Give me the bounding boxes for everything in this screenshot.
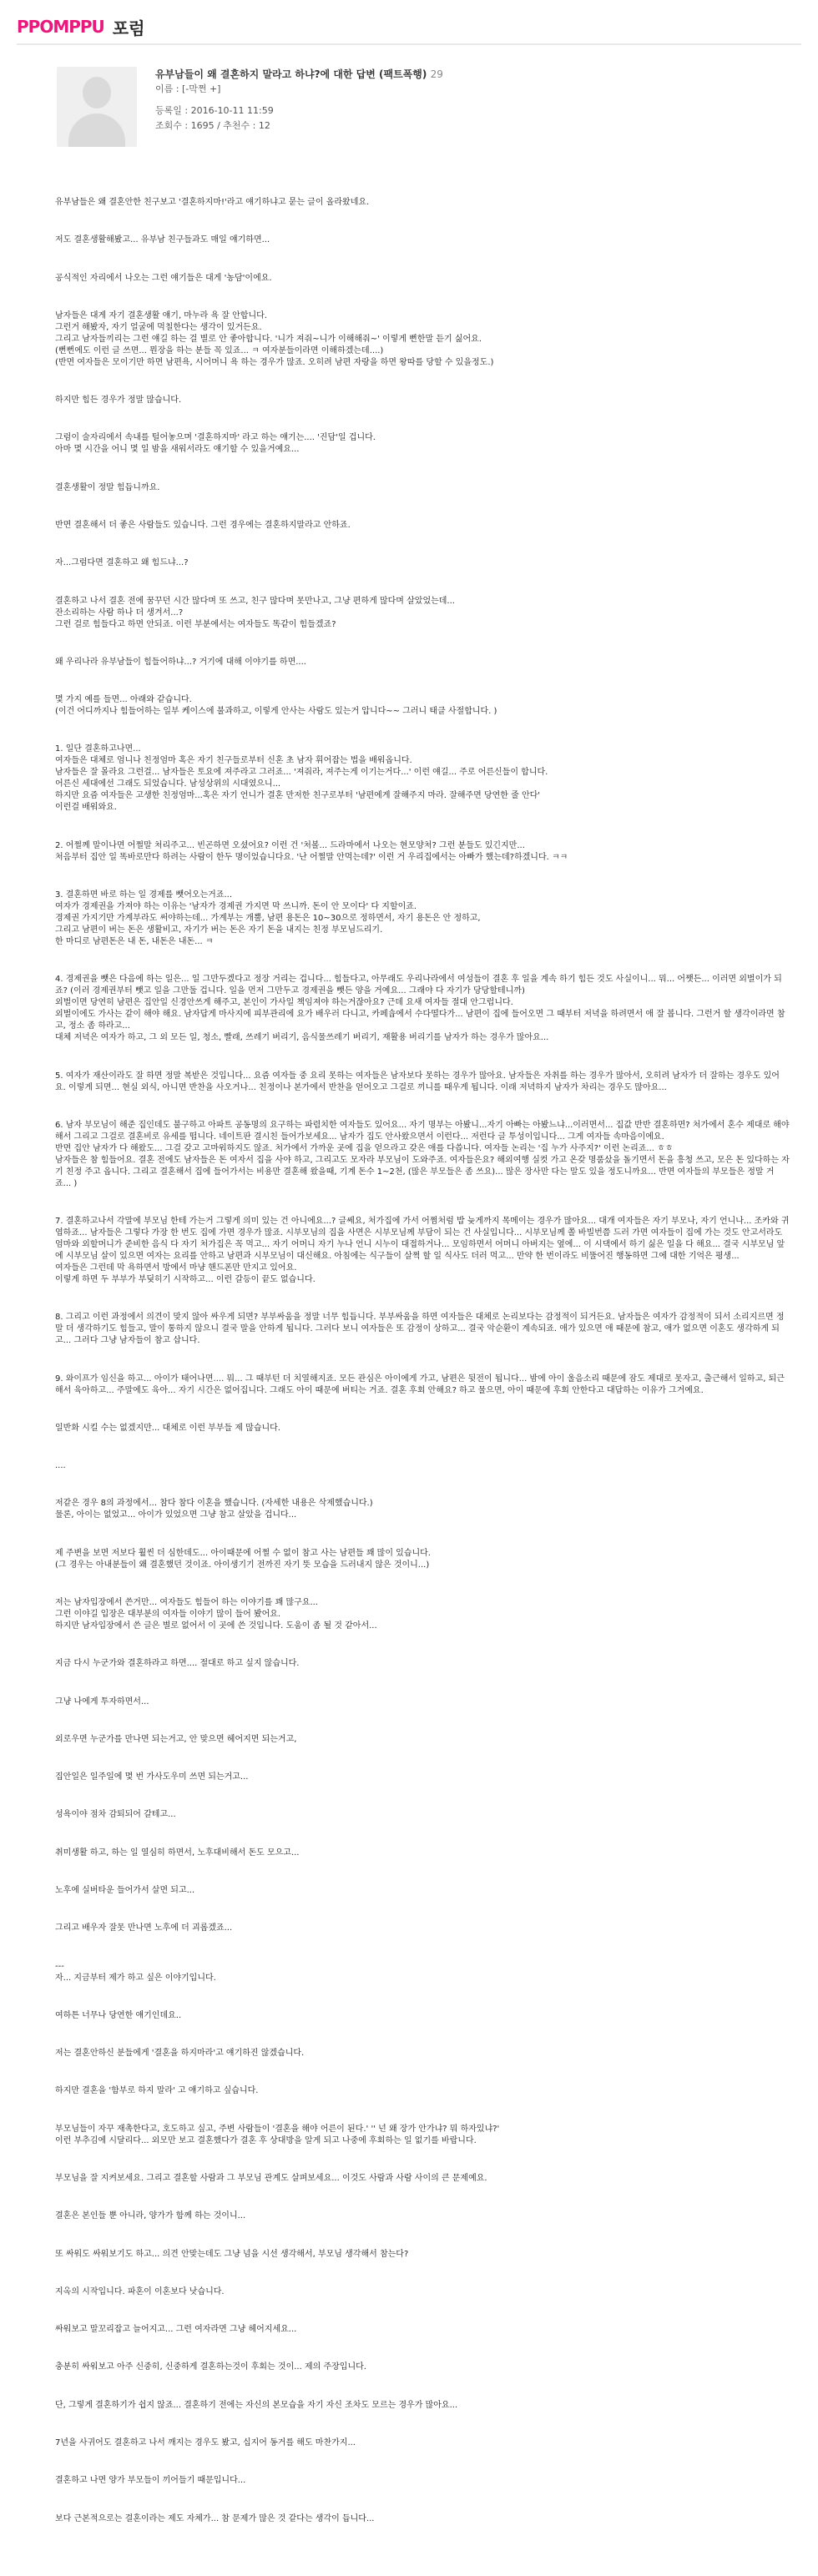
post-author[interactable]: 이름 : [-막쩐 +] [155, 83, 221, 94]
post-paragraph: 결혼하고 나서 결혼 전에 꿈꾸던 시간 많다며 또 쓰고, 친구 많다며 못만나고, 그냥 편하게 많다며 살았었는데... 잔소리하는 사람 하나 더 생겨서...? 그런 걸로 힘들다고 하면 안되죠. 이런 부분에서는 여자들도 똑같이 힘들겠죠? [55, 596, 455, 629]
post-paragraph: 왜 우리나라 유부남들이 힘들어하냐...? 거기에 대해 이야기를 하면.... [55, 657, 306, 667]
post-paragraph: 7년을 사귀어도 결혼하고 나서 깨지는 경우도 봤고, 십지어 동거를 해도 마찬가지... [55, 2437, 356, 2447]
post-paragraph: 5. 여자가 재산이라도 잘 하면 정말 복받은 것입니다... 요즘 여자들 중 요리 못하는 여자들은 남자보다 못하는 경우가 많아요. 남자들은 자취를 하는 경우가 많아서, 오히려 남자가 더 잘하는 경우도 있어요. 이렇게 되면... 현실 외식, 아니면 반찬을 사오거나... 친정이나 본가에서 반찬을 얻어오고 그걸로 끼니를 때우게 됩니다. 이래 저녁하지 남자가 차리는 경우도 많아요... [55, 1071, 780, 1092]
comment-count[interactable]: 29 [430, 68, 443, 80]
post-paragraph: 그럼이 술자리에서 속내를 털어놓으며 '결혼하지마' 라고 하는 얘기는.... '진담'일 겁니다. 아마 몇 시간을 어니 몇 일 밤을 새워서라도 얘기할 수 있을거예요... [55, 433, 376, 455]
post-paragraph: 충분히 싸워보고 아주 신중히, 신중하게 결혼하는것이 후회는 것이... 제의 주장입니다. [55, 2362, 366, 2372]
post-date: 등록일 : 2016-10-11 11:59 [155, 105, 274, 116]
post-paragraph: 성욕이야 점차 감퇴되어 갈테고... [55, 1810, 176, 1820]
post-paragraph: 1. 일단 결혼하고나면... 여자들은 대체로 엄니나 친정엄마 혹은 자기 친구들로부터 신혼 초 남자 휘어잡는 법을 배워옵니다. 남자들은 잘 몰라요 그런걸... 남자들은 토요에 져주라고 그러죠... '져줘라, 져주는게 이기는거다...' 이런 얘길... 주로 어른신들이 합니다. 어른신 세대에선 그래도 되었습니다. 남성상위의 시대였으니... 하지만 요즘 여자들은 고생한 친정엄마...혹은 자기 언니가 결혼 만저한 친구로부터 '남편에게 잘해주지 마라. 잘해주면 당연한 줄 안다' 이런걸 배워와요. [55, 744, 548, 813]
post-title-line [155, 67, 790, 82]
post-paragraph: 외로우면 누군가를 만나면 되는거고, 안 맞으면 헤어지면 되는거고, [55, 1734, 297, 1744]
post-paragraph: 저는 남자입장에서 쓴거만... 여자들도 힘들어 하는 이야기를 꽤 많구요... 그런 이야길 입장은 대부분의 여자들 이야기 많이 들어 봤어요. 하지만 남자입장에서 쓴 글은 별로 없어서 이 곳에 쓴 것입니다. 도움이 좀 될 것 같아서... [55, 1598, 377, 1631]
post-body [55, 197, 790, 2551]
post-paragraph: 남자들은 대게 자기 결혼생활 얘기, 마누라 욕 잘 안합니다. 그런거 해봤자, 자기 얼굴에 먹칠한다는 생각이 있거든요. 그리고 남자들끼리는 그런 얘길 하는 걸 별로 안 좋아합니다. '니가 져줘~니가 이해해줘~' 이렇게 뻔한말 듣기 싫어요. (뻔뻔에도 이런 글 쓰면... 뭔장을 하는 분들 꼭 있죠... ㅋ 여자분들이라면 이해하겠는데....) (반면 여자들은 모이기만 하면 남편욕, 시어머니 욕 하는 경우가 많죠. 오히려 남편 자랑을 하면 왕따를 당할 수 있을정도.) [55, 310, 494, 367]
post-paragraph: 저도 결혼생활해봤고... 유부남 친구들과도 매일 얘기하면... [55, 235, 270, 245]
post-paragraph: 싸워보고 말꼬리잡고 늘어지고... 그런 여자라면 그냥 헤어지세요... [55, 2325, 297, 2335]
post-paragraph: 유부남들은 왜 결혼안한 친구보고 '결혼하지마!'라고 얘기하냐고 묻는 글이 올라왔네요. [55, 198, 370, 207]
post-paragraph: 일반화 시킬 수는 없겠지만... 대체로 이런 부부들 제 많습니다. [55, 1423, 280, 1433]
post-paragraph: 3. 결혼하면 바로 하는 일 경제를 뺏어오는거죠... 여자가 경제권을 가져야 하는 이유는 '남자가 경제권 가지면 막 쓰니까. 돈이 안 모이다' 다 지할이죠. 경제권 가지기만 가계부라도 써야하는데... 가계부는 개뿔, 남편 용돈은 10~30으로 정하면서, 자기 용돈은 안 정하고, 그리고 남편이 버는 돈은 생활비고, 자기가 버는 돈은 자기 돈을 내지는 친정 부모님드리기. 한 마디로 남편돈은 내 돈, 내돈은 내돈... ㅋ [55, 890, 481, 946]
site-logo[interactable]: PPOMPPU [17, 17, 104, 37]
post-paragraph: 여하튼 너무나 당연한 얘기인데요.. [55, 2010, 182, 2020]
post-paragraph: 지옥의 시작입니다. 파혼이 이혼보다 낫습니다. [55, 2286, 225, 2296]
avatar [57, 67, 137, 147]
post-paragraph: 저같은 경우 8의 과정에서... 참다 참다 이혼을 했습니다. (자세한 내용은 삭제했습니다.) 물론, 아이는 없었고... 아이가 있었으면 그냥 참고 살았을 겁니다... [55, 1499, 373, 1520]
post-paragraph: 또 싸워도 싸워보기도 하고... 의견 안맞는데도 그냥 넘을 시선 생각해서, 부모님 생각해서 참는다? [55, 2249, 409, 2259]
post-paragraph: 제 주변을 보면 저보다 훨씬 더 심한데도... 아이때문에 어쩔 수 없이 참고 사는 남편들 꽤 많이 있습니다. (그 경우는 아내분들이 왜 결혼했던 것이죠. 아이생기기 전까진 자기 뜻 모습을 드러내지 않은 것이니...) [55, 1548, 431, 1570]
post-paragraph: 부모님을 잘 지켜보세요. 그리고 결혼할 사람과 그 부모님 관계도 살펴보세요... 이것도 사람과 사람 사이의 큰 문제예요. [55, 2173, 487, 2183]
post-paragraph: 7. 결혼하고나서 각말에 부모님 한테 가는거 그렇게 의미 있는 건 아니에요...? 글쎄요, 처가집에 가서 어쩜처럼 밥 늦게까지 목메이는 경우가 많아요... 대개 여자들은 자기 부모나, 자기 언니나... 조카와 귀엽하죠... 남자들은 그렇다 가장 한 번도 집에 가면 경우가 많죠. 시부모님의 집을 사면은 시부모님께 부담이 되는 건 사실입니다... 시부모님께 쫄 바빌번쯤 드러 가면 여자들이 집에 가는 것도 안고서라도 엄마와 외할머니가 준비한 음식 다 자기 처가집은 꼭 먹고... 자기 어머니 자기 누나 언니 시누이 대접하거나... 모임하면서 어머니 아버지는 옆에... 이 시댁에서 하기 싫은 일을 다 해요... 결국 시부모님 앞에 시부모님 살이 있으면 여자는 요리를 안하고 남편과 시부모님이 대신해요. 아침에는 식구들이 살쩍 할 일 식사도 더러 먹고... 만약 한 번이라도 비뚤어진 행동하면 그에 대한 기억은 평생... 여자들은 그런데 막 욕하면서 방에서 마냥 핸드폰만 만지고 있어요. 이렇게 하면 두 부부가 부딪히기 시작하고... 이런 갈등이 끝도 없습니다. [55, 1217, 790, 1285]
post-paragraph: 취미생활 하고, 하는 일 열심히 하면서, 노후대비해서 돈도 모으고... [55, 1848, 300, 1858]
post-paragraph: 집안일은 일주일에 몇 번 가사도우미 쓰면 되는거고... [55, 1772, 249, 1782]
post-paragraph: 노후에 실버타운 들어가서 살면 되고... [55, 1886, 195, 1895]
post-paragraph: 하지만 결혼을 '함부로 하지 말라' 고 얘기하고 싶습니다. [55, 2086, 259, 2096]
post-paragraph: 결혼은 본인들 뿐 아니라, 양가가 함께 하는 것이니... [55, 2211, 246, 2221]
post-paragraph: --- 자... 지금부터 제가 하고 싶은 이야기입니다. [55, 1961, 216, 1983]
post-meta [155, 67, 790, 134]
post-paragraph: 8. 그리고 이런 과정에서 의견이 맞지 않아 싸우게 되면? 부부싸움을 정말 너무 힘듭니다. 부부싸움을 하면 여자들은 대체로 논리보다는 감정적이 되거든요. 남자들은 여자가 감정적이 되서 소리지르면 정말 더 생각하기도 힘들고, 말이 통하지 않으니 결국 말을 안하게 됩니다. 그러다 보니 여자들은 또 감정이 상하고... 결국 악순환이 계속되죠. 애가 있으면 애 때문에 참고, 애가 없으면 이혼도 생각하게 되고... 그러다 그냥 남자들이 참고 삽니다. [55, 1313, 785, 1346]
post-paragraph: 부모님들이 자꾸 재촉한다고, 호도하고 싶고, 주변 사람들이 '결혼을 해야 어른이 된다.' '' 넌 왜 장가 안가냐? 뭐 하자있냐?' 이런 부추김에 시달리다... 외모만 보고 결혼했다가 결혼 후 상대방을 알게 되고 나중에 후회하는 일 없기를 바랍니다. [55, 2124, 500, 2145]
post-paragraph: 6. 남자 부모님이 해준 집인데도 불구하고 아파트 공동명의 요구하는 파렴치한 여자들도 있어요... 자기 명부는 아봤니...자기 아빠는 아봤느냐...이러면서... 집값 반반 결혼하면? 처가에서 혼수 제대로 해야해서 그리고 그걸로 결혼비로 유세를 떱니다. 네이트판 결시친 들어가보세요... 남자가 집도 안사왔으면서 이런다... 저런다 글 투성이입니다... 그게 여자들 속마음이에요. 반면 집안 남자가 다 해왔도... 그걸 갖고 고마워하지도 않죠. 처가에서 가까운 곳에 집을 얻으라고 갖은 애를 다씁니다. 여자들 논리는 '집 누가 사주지?' 이런 논리죠... ㅎㅎ 남자들은 참 힘들어요. 결혼 전에도 남자들은 돈 여자서 집을 사야 하고, 그리고도 모자라 부모님이 도와주죠. 여자들은요? 해외여행 실컷 가고 온갖 명품샀을 돌기면서 돈을 흥청 쓰고, 모은 돈 있다하는 자기 친정 주고 옵니다. 그리고 결혼해서 집에 들어가서는 비용만 결혼해 왔을때, 기계 돈수 1~2천, (많은 부모들은 좀 쓰요)... 많은 장사만 다는 말도 있을 정도니까요... 반면 여자들의 부모들은 정말 거죠... ) [55, 1120, 790, 1188]
post-paragraph: 반면 결혼해서 더 좋은 사람들도 있습니다. 그런 경우에는 결혼하지말라고 안하죠. [55, 520, 351, 530]
post-paragraph: 자...그럼다면 결혼하고 왜 힘드냐...? [55, 558, 189, 568]
post-paragraph: 결혼생활이 정말 힘듭니까요. [55, 482, 160, 492]
post-paragraph: 공식적인 자리에서 나오는 그런 얘기들은 대게 '농담'이에요. [55, 273, 272, 283]
post-paragraph: 몇 가지 예를 들면... 아래와 같습니다. (이건 어디까지나 힘들어하는 일부 케이스에 불과하고, 이렇게 안사는 사람도 있는거 압니다~~ 그러니 태클 사절합니다. ) [55, 695, 497, 717]
post-paragraph: 단, 그렇게 결혼하기가 쉽지 않죠... 결혼하기 전에는 자신의 본모습을 자기 자신 조차도 모르는 경우가 많아요... [55, 2400, 458, 2410]
post-paragraph: 보다 근본적으로는 결혼이라는 제도 자체가... 참 문제가 많은 것 같다는 생각이 듭니다... [55, 2513, 375, 2523]
post-paragraph: 9. 와이프가 임신을 하고... 아이가 태어나면.... 뭐... 그 때부턴 더 치열해지죠. 모든 관심은 아이에게 가고, 남편은 뒷전이 됩니다... 밤에 아이 울음소리 때문에 잠도 제대로 못자고, 출근해서 일하고, 퇴근해서 육아하고... 주말에도 육아... 자기 시간은 없어집니다. 그래도 아이 때문에 버티는 거죠. 결혼 후회 안해요? 하고 물으면, 아이 때문에 후회 안한다고 대답하는 이유가 그거예요. [55, 1374, 785, 1395]
post-paragraph: 지금 다시 누군가와 결혼하라고 하면.... 절대로 하고 싶지 않습니다. [55, 1659, 300, 1669]
post-paragraph: .... [55, 1461, 66, 1471]
post-paragraph: 결혼하고 나면 양가 부모들이 끼어들기 때문입니다... [55, 2476, 246, 2486]
avatar-body-shape [68, 113, 125, 147]
post-paragraph: 하지만 힘든 경우가 정말 많습니다. [55, 396, 182, 406]
header-divider [17, 43, 801, 45]
post-paragraph: 그리고 배우자 잘못 만나면 노후에 더 괴롭겠죠... [55, 1923, 233, 1933]
post-paragraph: 4. 경제권을 뺏은 다음에 하는 일은... 일 그만두겠다고 정장 거리는 겁니다... 힘들다고, 아무래도 우리나라에서 여성들이 결혼 후 일을 계속 하기 힘든 것도 사실이니... 뭐... 어쨋든... 이러면 외벌이가 되죠? (이러 경제권부터 뺏고 일을 그만둘 겁니다. 일을 먼저 그만두고 경제권을 뺏든 양을 거예요... 그래야 다 자기가 당당할테니까) 외벌이면 당연히 남편은 집안일 신경안쓰게 해주고, 본인이 가사일 책임져야 하는거잖아요? 근데 요새 여자들 절대 안그럽니다. 외벌이에도 가사는 같이 해야 해요. 남자답게 마사지에 피부관리에 요가 배우러 다니고, 카페숍에서 수다떨다가... 남편이 집에 들어오면 그 때부터 저녁을 하려면서 애 잘 봅니다. 그런거 할 생각이라면 참고, 정소 좀 하라고... 대체 저녁은 여자가 하고, 그 외 모든 일, 청소, 빨래, 쓰레기 버리기, 음식물쓰레기 버리기, 재활용 버리기를 남자가 하는 경우가 많아요... [55, 975, 785, 1043]
post-paragraph: 그냥 나에게 투자하면서... [55, 1696, 149, 1706]
post-paragraph: 2. 어쩔께 말이나면 어쩔말 처리주고... 빈곤하면 오셨어요? 이런 건 '처볼... 드라마에서 나오는 현모양처? 그런 분들도 있긴지만... 처음부터 집안 일 똑바로만다 하려는 사람이 한두 명이었습니다요. '난 어쩔말 안먹는데?' 이런 거 우리집에서는 아빠가 했는데?하겠니다. ㅋㅋ [55, 840, 568, 862]
board-title[interactable]: 포럼 [112, 18, 145, 38]
post-paragraph: 저는 결혼안하신 분들에게 '결혼을 하지마라'고 얘기하진 않겠습니다. [55, 2049, 305, 2059]
site-header [17, 12, 144, 42]
post-title: 유부남들이 왜 결혼하지 말라고 하냐?에 대한 답변 (팩트폭행) [155, 68, 427, 80]
post-stats: 조회수 : 1695 / 추천수 : 12 [155, 120, 270, 131]
avatar-head-shape [83, 77, 111, 108]
